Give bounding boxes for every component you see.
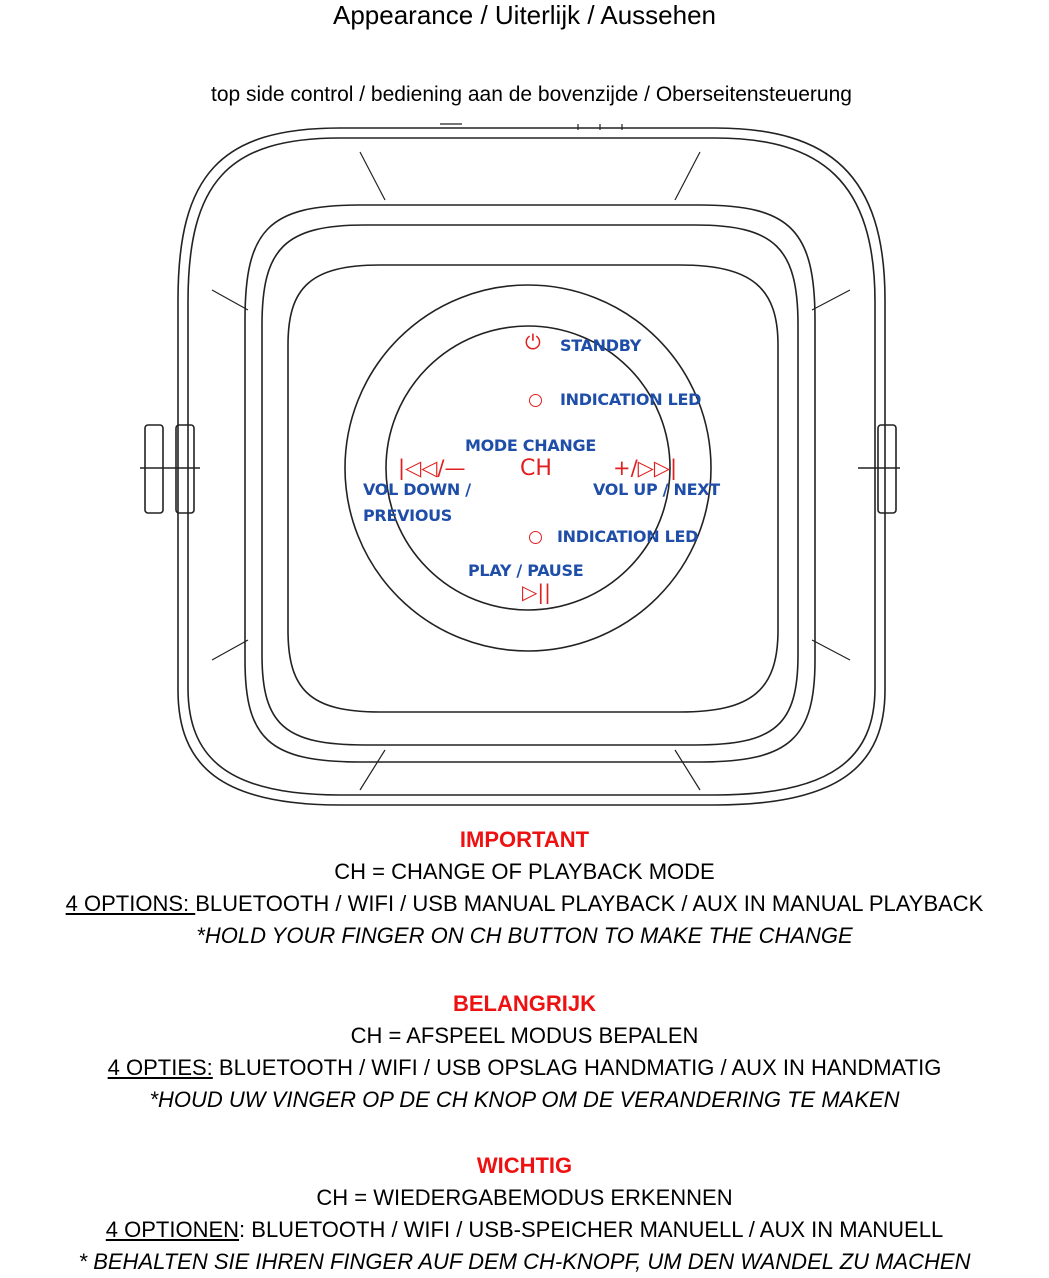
note-hint: *HOLD YOUR FINGER ON CH BUTTON TO MAKE THE CHANGE	[196, 923, 853, 948]
options-text: : BLUETOOTH / WIFI / USB-SPEICHER MANUELL / AUX IN MANUELL	[239, 1217, 944, 1242]
indication-led-bottom	[529, 531, 542, 544]
note-line: CH = AFSPEEL MODUS BEPALEN	[350, 1023, 699, 1048]
indication-led-bottom-label: INDICATION LED	[557, 527, 699, 546]
mode-change-label: MODE CHANGE	[465, 436, 596, 455]
notes-english	[0, 824, 1049, 952]
note-line: CH = CHANGE OF PLAYBACK MODE	[334, 859, 715, 884]
note-hint: * BEHALTEN SIE IHREN FINGER AUF DEM CH-KNOPF, UM DEN WANDEL ZU MACHEN	[78, 1249, 971, 1274]
indication-led-top	[529, 394, 542, 407]
note-hint: *HOUD UW VINGER OP DE CH KNOP OM DE VERANDERING TE MAKEN	[149, 1087, 900, 1112]
vol-down-previous-button[interactable]: |◁◁/—	[398, 456, 466, 480]
options-label: 4 OPTIONS:	[65, 891, 196, 916]
notes-german	[0, 1150, 1049, 1278]
note-heading: BELANGRIJK	[452, 991, 596, 1016]
options-label: 4 OPTIONEN	[105, 1217, 240, 1242]
page-subtitle: top side control / bediening aan de bovenzijde / Oberseitensteuerung	[211, 83, 852, 106]
options-text: BLUETOOTH / WIFI / USB OPSLAG HANDMATIG / AUX IN HANDMATIG	[212, 1055, 942, 1080]
note-options	[0, 1214, 1049, 1246]
note-heading: WICHTIG	[476, 1153, 573, 1178]
play-pause-label: PLAY / PAUSE	[468, 561, 584, 580]
options-text: BLUETOOTH / WIFI / USB MANUAL PLAYBACK / AUX IN MANUAL PLAYBACK	[195, 891, 984, 916]
indication-led-top-label: INDICATION LED	[560, 390, 702, 409]
standby-label: STANDBY	[560, 336, 642, 355]
note-line: CH = WIEDERGABEMODUS ERKENNEN	[316, 1185, 733, 1210]
play-pause-button[interactable]: ▷||	[522, 580, 551, 604]
options-label: 4 OPTIES:	[107, 1055, 213, 1080]
ch-button[interactable]: CH	[520, 456, 552, 481]
right-strap-knob	[878, 425, 896, 513]
notes-dutch	[0, 988, 1049, 1116]
vol-up-next-button[interactable]: +/▷▷|	[613, 456, 678, 480]
left-strap-knob	[145, 425, 163, 513]
vol-up-label: VOL UP / NEXT	[593, 480, 720, 499]
vol-down-label-line1: VOL DOWN /	[363, 480, 471, 499]
vol-down-label-line2: PREVIOUS	[363, 506, 453, 525]
page-title: Appearance / Uiterlijk / Aussehen	[333, 0, 716, 30]
note-options	[0, 888, 1049, 920]
note-heading: IMPORTANT	[459, 827, 590, 852]
speaker-bezel	[245, 205, 815, 762]
note-options	[0, 1052, 1049, 1084]
power-icon[interactable]: ⏻	[525, 330, 541, 354]
